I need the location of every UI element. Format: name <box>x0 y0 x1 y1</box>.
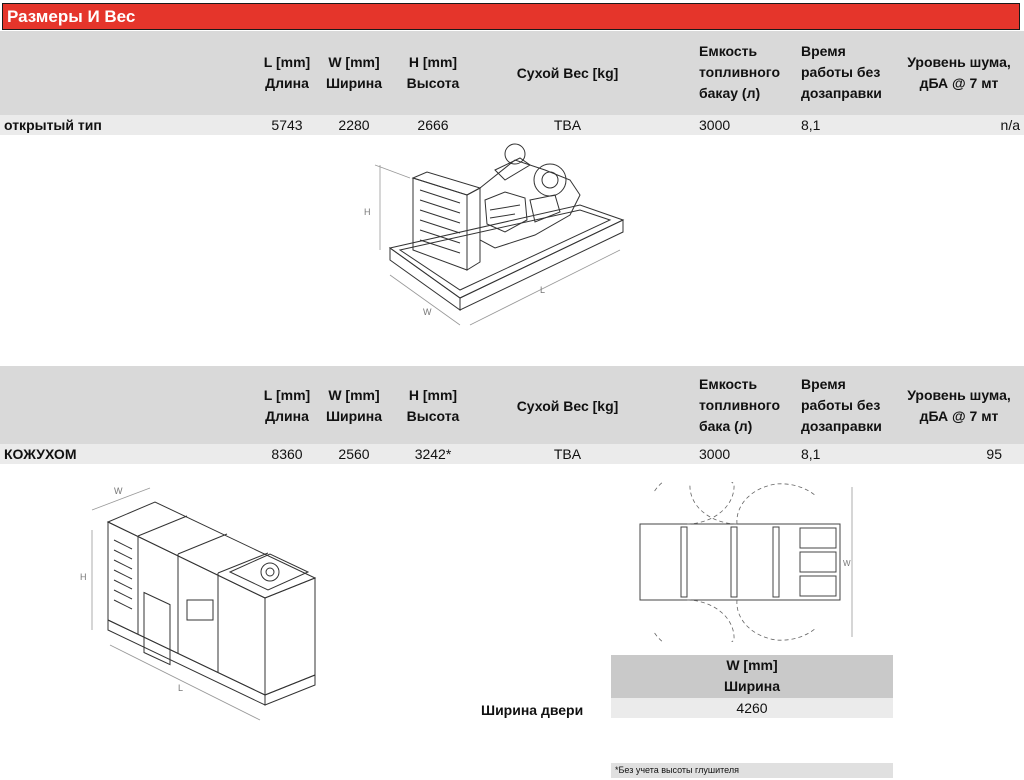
row-name: открытый тип <box>4 117 102 133</box>
open-type-row <box>0 115 1024 135</box>
canopy-outline <box>640 524 840 600</box>
canopy-base <box>108 620 265 705</box>
alternator <box>534 164 566 196</box>
col-width-header: W [mm] Ширина <box>325 54 383 91</box>
length-letter: L <box>178 683 184 693</box>
intake-louvers <box>114 540 132 609</box>
door-width-table-header <box>611 655 893 698</box>
col-length-header: L [mm] Длина <box>263 54 311 91</box>
row-runtime: 8,1 <box>801 117 821 133</box>
width-letter: W <box>114 486 123 496</box>
col-length-header: L [mm] Длина <box>263 387 311 424</box>
door-col-header: W [mm] Ширина <box>723 657 781 694</box>
col-runtime-header: Время работы без дозаправки <box>801 43 882 101</box>
radiator <box>413 178 467 270</box>
door-width-label: Ширина двери <box>481 702 584 718</box>
enclosed-header <box>0 366 1024 450</box>
col-weight-header: Сухой Вес [kg] <box>516 65 619 81</box>
door-width-value: 4260 <box>736 700 768 716</box>
section-title-bar <box>2 3 1020 30</box>
row-runtime: 8,1 <box>801 446 821 462</box>
open-type-header <box>0 31 1024 115</box>
row-weight: TBA <box>553 446 582 462</box>
row-fuel: 3000 <box>699 446 731 462</box>
enclosed-row <box>0 444 1024 464</box>
base-frame-top <box>390 205 623 298</box>
canopy-top <box>108 502 315 598</box>
row-name: КОЖУХОМ <box>4 446 77 462</box>
row-noise: 95 <box>986 446 1002 462</box>
section-title: Размеры И Вес <box>7 7 136 26</box>
col-fuel-header: Емкость топливного бака (л) <box>699 376 780 434</box>
row-noise: n/a <box>1000 117 1020 133</box>
col-height-header: H [mm] Высота <box>406 387 460 424</box>
row-length: 8360 <box>271 446 303 462</box>
vent-grilles <box>800 528 836 596</box>
col-width-header: W [mm] Ширина <box>325 387 383 424</box>
enclosed-generator-drawing <box>70 480 320 730</box>
engine-filter <box>505 144 525 164</box>
width-letter: W <box>423 307 432 317</box>
col-runtime-header: Время работы без дозаправки <box>801 376 882 434</box>
height-letter: H <box>364 207 371 217</box>
base-frame-left <box>390 248 460 310</box>
footnote: *Без учета высоты глушителя <box>615 765 739 775</box>
door-width-table-value-row <box>611 698 893 718</box>
length-letter: L <box>540 285 546 295</box>
width-letter: W <box>843 559 851 568</box>
row-height: 3242* <box>414 446 452 462</box>
row-width: 2560 <box>338 446 370 462</box>
row-fuel: 3000 <box>699 117 731 133</box>
col-weight-header: Сухой Вес [kg] <box>516 398 619 414</box>
col-fuel-header: Емкость топливного бакау (л) <box>699 43 780 101</box>
exhaust-grille <box>230 554 308 590</box>
footnote-bar <box>611 763 893 778</box>
canopy-end <box>265 578 315 695</box>
col-noise-header: Уровень шума, дБА @ 7 мт <box>907 387 1011 424</box>
open-type-generator-drawing <box>355 140 630 345</box>
row-weight: TBA <box>553 117 582 133</box>
row-length: 5743 <box>271 117 303 133</box>
base-frame-front <box>460 220 623 310</box>
col-noise-header: Уровень шума, дБА @ 7 мт <box>907 54 1011 91</box>
col-height-header: H [mm] Высота <box>406 54 460 91</box>
height-letter: H <box>80 572 87 582</box>
door-swing-arcs <box>654 482 816 642</box>
row-width: 2280 <box>338 117 370 133</box>
row-height: 2666 <box>417 117 449 133</box>
enclosed-top-view-door-swing <box>630 482 862 642</box>
